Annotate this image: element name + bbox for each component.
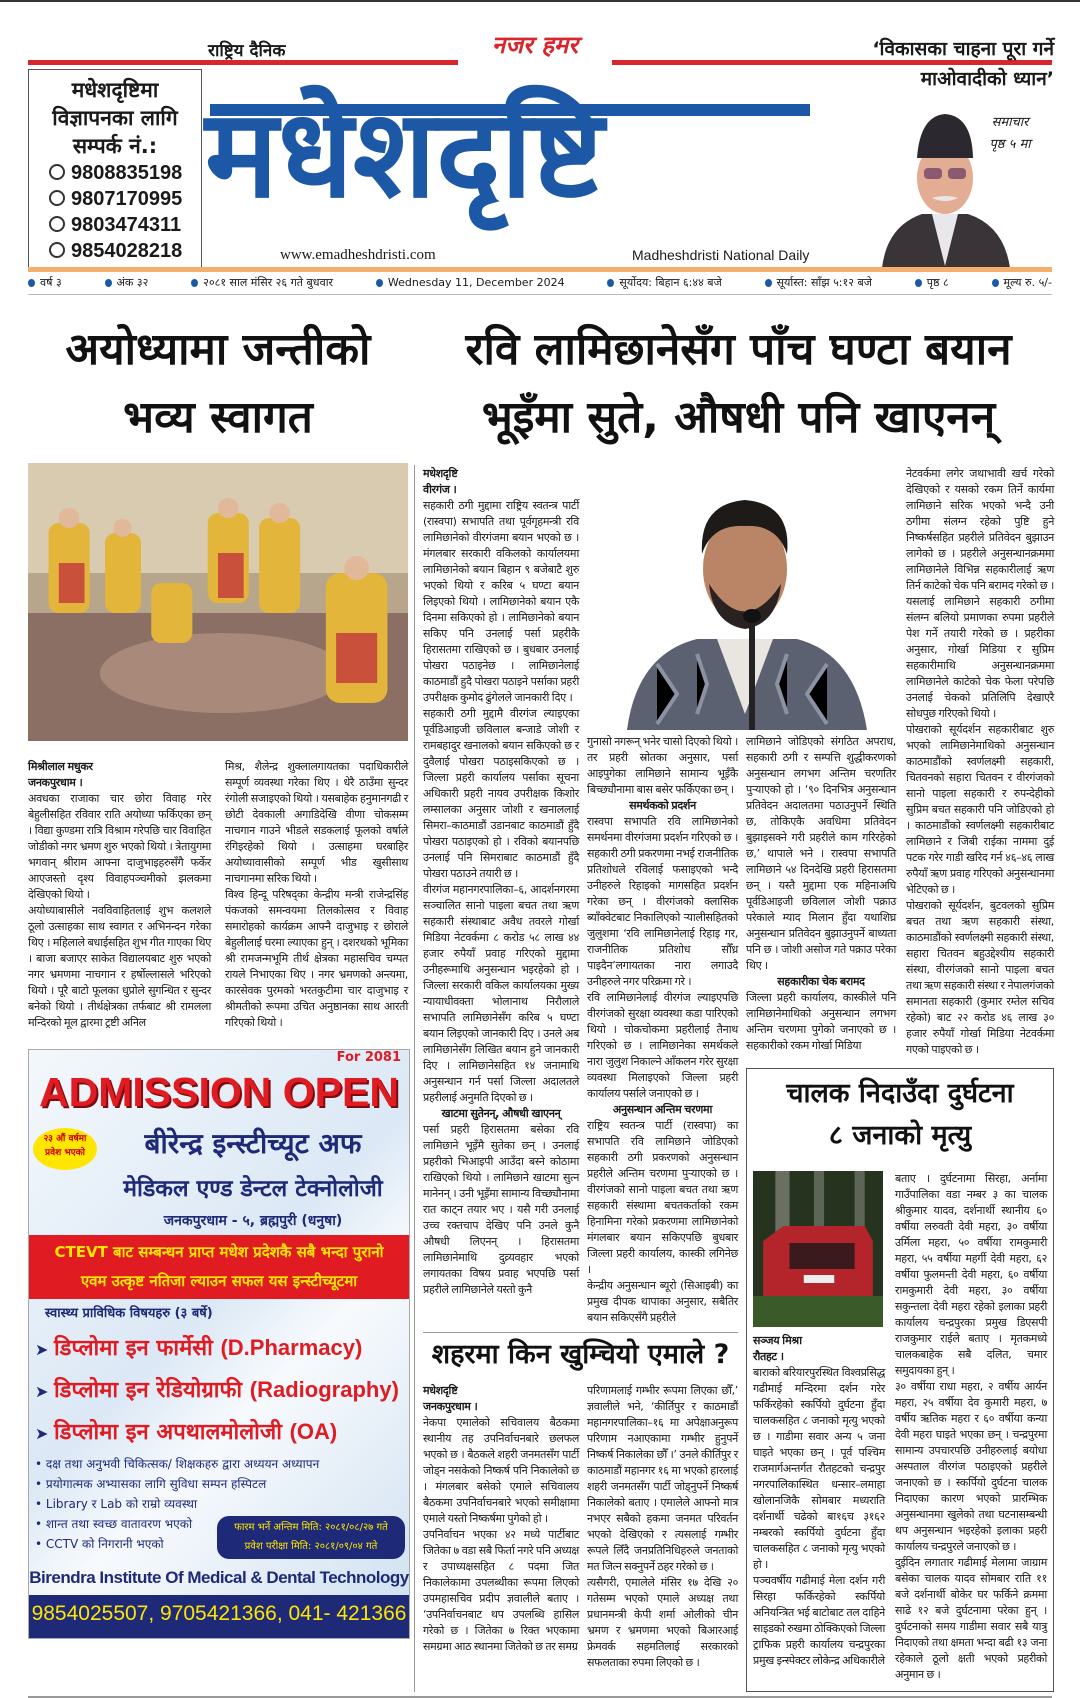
ad-year-tag: For 2081: [336, 1050, 401, 1065]
ad-feature-item: • शान्त तथा स्वच्छ वातावरण भएको: [35, 1517, 193, 1531]
article-paragraph: त्यसैगरी, एमालेले मंसिर १७ देखि २० गतेसम्म भएको एमाले अध्यक्ष तथा प्रधानमन्त्री केपी शर्मा ओलीको चीन भ्रमण र भ्रमणमा भएको बिआरआई फ्रेमवर्क सहमतिलाई सरकारको सफलताका रुपमा लिएको छ ।: [587, 1576, 738, 1669]
column-rule: [414, 465, 415, 1692]
masthead-orange-bar: [28, 267, 1052, 272]
contact-line: विज्ञापनका लागि: [52, 106, 178, 130]
rabi-lamichhane-photo: [586, 464, 904, 730]
article-byline: मधेशदृष्टि: [423, 1384, 458, 1397]
ad-institute-name-en: Birendra Institute Of Medical & Dental Technology: [29, 1568, 409, 1587]
right-area-body: [423, 464, 1054, 1692]
contact-line: मधेशदृष्टिमा: [71, 78, 159, 102]
band-line: CTEVT बाट सम्बन्धन प्राप्त मधेश प्रदेशकै सबै भन्दा पुरानो: [54, 1243, 384, 1261]
article-paragraph: सहकारी ठगी मुद्दामा राष्ट्रिय स्वतन्त्र पार्टी (रास्वपा) सभापति तथा पूर्वगृहमन्त्री रवि लामिछानेको वीरगंजमा बयान भएको छ । मंगलबार सरकारी वकिलको कार्यालयमा लामिछानेको बयान बिहान ९ बजेबाटै शुरु भएको थियो र करिब ५ घण्टा बयान लिइएको थियो । लामिछानेको बयान एकै दिनमा सकिएको हो । लामिछानेको बयान सकिए पनि उनलाई पर्सा प्रहरीकै हिरासतमा राखिएको छ । बुधबार उनलाई पोखरा पठाइनेछ । लामिछानेलाई काठमाडौं हुदै पोखरा पठाइने पर्साका प्रहरी उपरीक्षक कुमोद ढुंगेलले जानकारी दिए ।: [423, 499, 579, 704]
arrow-icon: ➤: [35, 1340, 54, 1359]
ad-course-item: [35, 1370, 399, 1412]
article-subheading: सहकारीका चेक बरामद: [777, 975, 865, 988]
article-paragraph: ३० वर्षीया राधा महरा, २ वर्षीय आर्यन महरा, २५ वर्षीया देव कुमारी महरा, ७ वर्षीय ऋतिक महरा र ६० वर्षीया कन्या देवी महरा घाइते भएका छन् । चन्द्रपुरमा सामान्य उपचारपछि उनीहरुलाई बयोधा अस्पताल वीरगंज पठाइएको प्रहरीले जनाएको छ । स्कर्पियो दुर्घटना चालक निदाएका कारण भएको प्रारम्भिक अनुसन्धानमा खुलेको तथा घटनासम्बन्धी थप अनुसन्धान भइरहेको इलाका प्रहरी कार्यालय चन्द्रपुरले जनाएको छ ।: [895, 1380, 1047, 1553]
article-subheading: अनुसन्धान अन्तिम चरणमा: [612, 1103, 713, 1116]
article-paragraph: परिणामलाई गम्भीर रूपमा लिएका छौँ,’ ज्ञवालीले भने, ‘कीर्तिपुर र काठमाडौं महानगरपालिका–१६ मा अपेक्षाअनुरूप परिणाम नआएकामा गम्भीर हुनुपर्ने निष्कर्ष निकालेका छौँ ।’ उनले कीर्तिपुर र काठमाडौं महानगर १६ मा भएको हारलाई शहरी जनमतसँग पार्टी जोड्नुपर्ने निष्कर्ष निकालेको बताए । एमालेले आफ्नो मात्र नभएर सबैको हकमा जनमत परिवर्तन भएको देखिएको र त्यसलाई गम्भीर रूपले लिँदै जनप्रतिनिधिहरुले जनताको मत जित्न सक्नुपर्ने ठहर गरेको छ ।: [587, 1384, 738, 1573]
article-paragraph: रास्वपा सभापति रवि लामिछानेको समर्थनमा वीरगंजमा प्रदर्शन गरिएको छ । सहकारी ठगी प्रकरणमा नभई राजनीतिक प्रतिशोधले रविलाई फसाइएको भन्दै उनीहरुले रिहाइको मागसहित प्रदर्शन गरेका छन् । वीरगंजको क्लासिक ब्याँक्वेटबाट निकालिएको र्‍यालीसहितको जुलुशमा ‘रवि लामिछानेलाई रिहाइ गर, राजनीतिक प्रतिशोध सौँध्र पाइदैन’लगायतका नारा लगाउदै उनीहरुले नगर परिक्रमा गरे ।: [587, 815, 738, 988]
ad-feature-item: • प्रयोगात्मक अभ्यासका लागि सुविधा सम्पन हस्पिटल: [35, 1477, 267, 1491]
course-code: (D.Pharmacy): [220, 1335, 363, 1360]
headline-ayodhya[interactable]: [28, 316, 408, 452]
page-count: पृष्ठ ८: [915, 274, 949, 292]
contact-phone: [29, 160, 201, 186]
headline-uml[interactable]: शहरमा किन खुम्चियो एमाले ?: [431, 1339, 730, 1370]
article-paragraph: जिल्ला प्रहरी कार्यालय, कास्कीले पनि लामिछानेमाथिको अनुसन्धान लगभग अन्तिम चरणमा पुगेको जनाएको छ । सहकारीको रकम गोर्खा मिडिया: [746, 991, 896, 1052]
ad-anniversary-badge: [33, 1128, 97, 1170]
headline-line: रवि लामिछानेसँग पाँच घण्टा बयान: [465, 324, 1012, 375]
course-name: डिप्लोमा इन रेडियोग्राफी: [53, 1378, 250, 1403]
article-byline: वीरगंज ।: [423, 483, 457, 496]
article-paragraph: मिश्र, शैलेन्द्र शुक्लालगायतका पदाधिकारीले सम्पूर्ण व्यवस्था गरेका थिए । धेरै ठाउँमा सुन्दर रंगोली सजाइएको थियो । यसबाहेक हनुमानगढी र छोटी देवकाली अगाडिदेखि वीणा चोकसम्म नाचगान गाउने भीडले सडकलाई फूलको वर्षाले रंगिइरहेको थियो । उत्साहमा घरबाहिर अयोध्यावासीको सम्पूर्ण भीड खुसीसाथ नाचगानमा सरिक थियो ।: [225, 760, 408, 885]
article-byline: सञ्जय मिश्रा: [753, 1334, 802, 1347]
teaser-ref-page: पृष्ठ ५ मा: [989, 137, 1031, 152]
ad-title: ADMISSION OPEN: [39, 1069, 399, 1115]
ayodhya-photo: [28, 463, 408, 741]
front-page-body: [28, 308, 1054, 1692]
phone-icon: [49, 190, 65, 206]
issue-date-bs: २०८१ साल मंसिर २६ गते बुधवार: [191, 274, 333, 292]
ad-red-band: [29, 1235, 409, 1299]
ad-feature-item: • CCTV को निगरानी भएको: [35, 1537, 164, 1551]
uml-article: [423, 1383, 738, 1671]
badge-line: २३ औं वर्षमा: [43, 1134, 87, 1144]
sunset: सूर्यास्त: साँझ ५:१२ बजे: [765, 274, 872, 292]
article-paragraph: पोखराको सूर्यदर्शन सहकारीबाट शुरु भएको लामिछानेमाथिको अनुसन्धान काठमाडौंको स्वर्णलक्ष्मी सहकारी, चितवनको सहारा चितवन र वीरगंजको सानो पाइला सहकारी र रुपन्देहीको सुप्रिम बचत सहकारी पनि जोडिएको हो । काठमाडौंको स्वर्णलक्ष्मी सहकारीबाट लामिछाने र जिबी राईका नाममा दुई पटक गरेर गाडी खरिद गर्न ४६–४६ लाख रुपैयाँ ऋण प्रवाह गरिएको अनुसन्धानमा भेटिएको छ ।: [906, 723, 1054, 896]
teaser-quote[interactable]: [812, 34, 1054, 94]
article-paragraph: पोखराको सूर्यदर्शन, बुटवलको सुप्रिम बचत तथा ऋण सहकारी संस्था, काठमाडौंको स्वर्णलक्ष्मी सहकारी संस्था, सहारा चितवन बहुउद्देश्यीय सहकारी संस्था, वीरगंजको सानो पाइला बचत तथा ऋण सहकारी संस्था र नेपालगंजको समानता सहकारी (कुमार रम्तेल सचिव रहेको) बाट २२ करोड ४६ लाख ३० हजार रुपैयाँ गोर्खा मिडिया नेटवर्कमा गएको पाइएको छ ।: [906, 899, 1054, 1056]
phone-number: 9854028218: [71, 240, 183, 262]
accident-left-column: [753, 1171, 885, 1683]
rabi-article-col1: [423, 464, 579, 1326]
article-paragraph: बताए । दुर्घटनामा सिरहा, अर्नामा गाउँपालिका वडा नम्बर ३ का चालक श्रीकुमार यादव, दर्शनार्थी स्थानीय ६० वर्षीया लरुवती देवी महरा, ३० वर्षीया उर्मिला महरा, ५० वर्षीया रामकुमारी महरा, ५५ वर्षीया महर्गी देवी महरा, ६२ वर्षीया फुलमन्ती देवी महरा, ६० वर्षीया रामकुमारी देवी महरा, ३० वर्षीया सकुन्तला देवी महरा रहेको इलाका प्रहरी कार्यालय चन्द्रपुरका प्रमुख डिएसपी राजकुमार राईले बताए । मृतकमध्ये चालकबाहेक सबै दलित, चमार समुदायका हुन् ।: [895, 1172, 1047, 1377]
ad-feature-item: • Library र Lab को राम्रो व्यवस्था: [35, 1497, 198, 1511]
ad-course-item: [35, 1412, 337, 1454]
masthead-slogan: नजर हमर: [491, 31, 579, 59]
article-paragraph: बाराको बरियारपुरस्थित विश्वप्रसिद्ध गढीमाई मन्दिरमा दर्शन गरेर फर्किरहेको स्कर्पियो दुर्घटना हुँदा चालकसहित ८ जनाको मृत्यु भएको छ । गाडीमा सवार अन्य ५ जना घाइते भएका छन् । पूर्व पश्चिम राजमार्गअन्तर्गत रौतहटको चन्द्रपुर नगरपालिकास्थित धन्सार–लमाहा खोलानजिकै सोमबार मध्यराति दर्शनार्थी चढेको बा१६च ३१६२ नम्बरको स्कर्पियो दुर्घटना हुँदा चालकसहित ८ जनाको मृत्यु भएको हो ।: [753, 1366, 885, 1571]
article-paragraph: अयोध्याबासीले नवविवाहितलाई शुभ कलशले ठूलो उत्साहका साथ स्वागत र अभिनन्दन गरेका थिए । महिलाले बधाईसहित शुभ गीत गाएका थिए । बाजा बजाएर साकेत विद्यालयबाट शुरु भएको नगर भ्रमणमा नाचगान र हर्षोल्लासले भरिएको थियो । पूरै बाटो फूलका धुप्रोले सुगन्धित र सुन्दर बनेको थियो । तीर्थक्षेत्रका तर्फबाट श्री रामलला मन्दिरको मूल द्वारमा ट्रष्टी अनिल: [28, 904, 211, 1029]
article-paragraph: दुईदिन लगातार गढीमाई मेलामा जाग्राम बसेका चालक यादव सोमबार राति ११ बजे दर्शनार्थी बोकेर घर फर्किने क्रममा साढे १२ बजे दुर्घटनामा परेका हुन् । दुर्घटनाको समय गाडीमा सवार सबै यात्रु निदाएको तथा क्षमता भन्दा बढी १३ जना रहेकाले ठूलो क्षती भएको प्रहरीको अनुमान छ ।: [895, 1556, 1047, 1681]
headline-line: भूइँमा सुते, औषधी पनि खाएनन्: [481, 392, 996, 443]
accident-article-col1: [753, 1333, 885, 1669]
article-paragraph: गुनासो नगरून् भनेर चासो दिएको थियो । तर प्रहरी स्रोतका अनुसार, पर्सा आइपुगेका लामिछाने सामान्य भूइँकै बिच्छ्यौनामा बास बसेर फर्किएका छन् ।: [587, 735, 738, 796]
article-paragraph: राष्ट्रिय स्वतन्त्र पार्टी (रास्वपा) का सभापति रवि लामिछाने जोडिएको सहकारी ठगी प्रकरणको अनुसन्धान प्रहरीले अन्तिम चरणमा पुर्‍याएको छ । वीरगंजको सानो पाइला बचत तथा ऋण सहकारी संस्थामा बचतकर्ताको रकम हिनामिना गरेको प्रकरणमा लामिछानेको मंगलबार बयान सकिएपछि बुधबार जिल्ला प्रहरी कार्यालय, कास्की लगिनेछ ।: [587, 1119, 738, 1276]
teaser-quote-line: माओवादीको ध्यान’: [920, 68, 1054, 90]
contact-line: सम्पर्क नं.:: [72, 134, 158, 158]
ad-deadlines: [217, 1516, 405, 1559]
phone-number: 9807170995: [71, 188, 183, 210]
phone-icon: [49, 242, 65, 258]
accident-article: [753, 1171, 1047, 1683]
headline-accident[interactable]: [753, 1073, 1047, 1157]
accident-story-box: [746, 1068, 1054, 1692]
deadline-exam: प्रवेश परीक्षा मिति: २०८१/०९/०४ गते: [244, 1541, 378, 1552]
article-paragraph: केन्द्रीय अनुसन्धान ब्यूरो (सिआइबी) का प्रमुख दीपक थापाका अनुसार, सबैतिर बयान सकिएसँगै प्रहरीले: [587, 1279, 738, 1324]
article-paragraph: पञ्चवर्षीय गढीमाई मेला दर्शन गरी सिरहा फर्किरहेको स्कर्पियो अनियन्त्रित भई बाटोबाट तल दाहिने साइडको रुखमा ठोक्किएको जिल्ला ट्राफिक प्रहरी कार्यालय चन्द्रपुरका प्रमुख इन्स्पेक्टर लोकेन्द्र अधिकारीले: [753, 1574, 885, 1667]
ayodhya-article-col1: [28, 759, 211, 1031]
deadline-form: फारम भर्ने अन्तिम मिति: २०८१/०८/२७ गते: [234, 1522, 388, 1533]
phone-icon: [49, 164, 65, 180]
ad-address: जनकपुरधाम - ५, ब्रह्मपुरी (धनुषा): [163, 1213, 343, 1229]
ad-course-item: [35, 1328, 362, 1370]
ad-feature-item: • दक्ष तथा अनुभवी चिकित्सक/ शिक्षकहरु द्वारा अध्ययन अध्यापन: [35, 1457, 320, 1471]
article-paragraph: वीरगंज महानगरपालिका–६, आदर्शनगरमा सञ्चालित सानो पाइला बचत तथा ऋण सहकारी संस्थाबाट अवैध तवरले गोर्खा मिडिया नेटवर्कमा ८ करोड ५८ लाख ४४ हजार रुपैयाँ प्रवाह गरिएको मुद्दामा उनीहरूमाथि अनुसन्धान भइरहेको हो । जिल्ला सरकारी वकिल कार्यालयका मुख्य न्यायाधीवक्ता भोलानाथ निरौलाले सभापति लामिछानेसँग करिब ५ घण्टा बयान लिइएको जानकारी दिए । उनले अब लामिछानेसँग लिखित बयान हुने जानकारी दिए । लामिछानेसहित १४ जनामाथि अनुसन्धान गर्न पर्सा जिल्ला अदालतले प्रहरीलाई अनुमति दिएको छ ।: [423, 883, 579, 1104]
arrow-icon: ➤: [35, 1382, 54, 1401]
phone-number: 9808835198: [71, 162, 183, 184]
sunrise: सूर्योदय: बिहान ६:४४ बजे: [607, 274, 721, 292]
issue-volume: वर्ष ३: [28, 274, 62, 292]
ad-phone-numbers: 9854025507, 9705421366, 041- 421366: [29, 1595, 409, 1638]
admission-advertisement[interactable]: [28, 1049, 410, 1639]
article-paragraph: रवि लामिछानेलाई वीरगंज ल्याइएपछि वीरगंजको सुरक्षा व्यवस्था कडा पारिएको थियो । चोकचोकमा प्रहरीलाई तैनाथ गरिएको छ । लामिछानेका समर्थकले नारा जुलुश निकाल्ने आँकलन गरेर सुरक्षा व्यवस्था मिलाइएको जिल्ला प्रहरी कार्यालय पर्साले जनाएको छ ।: [587, 991, 738, 1100]
article-paragraph: अवधका राजाका चार छोरा विवाह गरेर बेहुलीसहित रविवार राति अयोध्या फर्किएका छन् । विद्या कुण्डमा रात्रि विश्राम गरेपछि चार विवाहित जोडीको नगर भ्रमण शुरु भएको थियो । त्रेतायुगमा भगवान् श्रीराम आफ्ना दाजुभाइहरुसँगै फर्केर आएजस्तो दृश्य विवाहपञ्चमीको झलकमा देखिएको थियो ।: [28, 792, 211, 901]
badge-line: प्रवेश भएको: [45, 1148, 85, 1158]
phone-icon: [49, 216, 65, 232]
top-border: [0, 0, 1080, 2]
left-column: [28, 308, 408, 1692]
article-byline: रौतहट ।: [753, 1350, 784, 1363]
price: मूल्य रु. ५/-: [992, 274, 1052, 292]
ayodhya-article: [28, 759, 408, 1031]
issue-number: अंक ३२: [105, 274, 149, 292]
uml-article-col2: [587, 1383, 738, 1671]
article-paragraph: सहकारी ठगी मुद्दामै वीरगंज ल्याइएका पूर्वडिआइजी छविलाल बन्जाडे जोशी र रामबहादुर खनालको बयान सकिएको छ र दुवैलाई पोखरा पठाइसकिएको छ । जिल्ला प्रहरी कार्यालय पर्साका सूचना अधिकारी प्रहरी नायव उपरीक्षक किशोर लम्सालका अनुसार जोशी र खनाललाई सिमरा–काठमाडौं उडानबाट काठमाडौं हुँदै पोखरा पठाइएको हो । रविको बयानपछि उनलाई पनि सिमराबाट काठमाडौं हुँदै पोखरा पठाउने तयारी छ ।: [423, 707, 579, 880]
phone-number: 9803474311: [71, 214, 182, 236]
article-paragraph: पर्सा प्रहरी हिरासतमा बसेका रवि लामिछाने भूइँमै सुतेका छन् । उनलाई प्रहरीको भिआइपी आउँदा बस्ने कोठामा राखिएको थियो । लामिछाने खाटमा सुत्न मानेनन् । उनी भूइँमा सामान्य विच्छ्यौनामा रात काट्न तयार भए । यसै गरी उनलाई उच्च रक्तचाप देखिए पनि उनले कुनै औषधी लिएनन् । हिरासतमा लामिछानेमाथि दुव्र्यवहार भएको लगायतका विषय प्रवाह भएपछि पर्सा प्रहरीले लामिछानेले यस्तो कुनै: [423, 1123, 579, 1296]
headline-rabi[interactable]: [423, 316, 1054, 452]
arrow-icon: ➤: [35, 1424, 54, 1443]
headline-line: चालक निदाउँदा दुर्घटना: [786, 1078, 1014, 1109]
article-paragraph: विश्व हिन्दू परिषद्का केन्द्रीय मन्त्री राजेन्द्रसिंह पंकजको समन्वयमा तिलकोत्सव र विवाह समारोहको कार्यक्रम आफ्नै दाजुभाइ र छोराले बेहुलीलाई घरमा ल्याएका हुन् । दशरथको भूमिका श्री रामजन्मभूमि तीर्थ क्षेत्रका महासचिव चम्पत रायले निभाएका थिए । नगर भ्रमणको अन्त्यमा, कारसेवक पुरमको भरतकुटीमा चार दाजुभाइ र श्रीमतीको रूपमा उचित अनुष्ठानका साथ आरती गरिएको थियो ।: [225, 888, 408, 1029]
article-paragraph: नेकपा एमालेको सचिवालय बैठकमा स्थानीय तह उपनिर्वाचनबारे छलफल भएको छ । बैठकले शहरी जनमतसँग पार्टी जोड्न नसकेको निष्कर्ष पनि निकालेको छ । मंगलबार बसेको एमाले सचिवालय बैठकमा उपनिर्वाचनबारे भएको समीक्षामा एमाले यस्तो निष्कर्षमा पुगेको हो ।: [423, 1416, 579, 1525]
issue-info-bar: [28, 274, 1052, 292]
teaser-quote-line: ‘विकासका चाहना पूरा गर्ने: [872, 38, 1054, 60]
right-area: [423, 308, 1054, 1692]
article-paragraph: नेटवर्कमा लगेर जथाभावी खर्च गरेको देखिएको र यसको रकम तिर्ने कार्यमा लामिछाने सरिक भएको भन्दै उनी ठगीमा संलग्न रहेको पुष्टि हुने निष्कर्षसहित प्रहरीले प्रतिवेदन बुझाउन लागेको छ । प्रहरीले अनुसन्धानक्रममा लामिछानेले विभिन्न सहकारीलाई ऋण तिर्न काटेको चेक पनि बरामद गरेको छ । यसलाई लामिछाने सहकारी ठगीमा संलग्न बलियो प्रमाणका रुपमा प्रहरीले पेश गर्ने तयारी गरेको छ । प्रहरीका अनुसार, गोर्खा मिडिया र सुप्रिम सहकारीमाथि अनुसन्धानक्रममा लामिछानेले काटेको चेक फेला परेपछि उनलाई चेकको प्रतिलिपि देखाएरै सोधपुछ गरिएको थियो ।: [906, 467, 1054, 720]
contact-phone: [29, 186, 201, 212]
ad-subjects-heading: स्वास्थ्य प्राविधिक विषयहरु (३ बर्षे): [45, 1306, 213, 1321]
headline-line: भव्य स्वागत: [123, 392, 313, 443]
masthead-english-name: Madheshdristi National Daily: [632, 247, 810, 263]
masthead-logo-title: मधेशदृष्टि: [205, 83, 604, 225]
ad-institute-subtitle: मेडिकल एण्ड डेन्टल टेक्नोलोजी: [123, 1176, 383, 1202]
uml-article-col1: [423, 1383, 579, 1671]
accident-article-col2: [895, 1171, 1047, 1683]
article-subheading: समर्थकको प्रदर्शन: [629, 799, 696, 812]
ayodhya-article-col2: [225, 759, 408, 1031]
band-line: एवम उत्कृष्ट नतिजा ल्याउन सफल यस इन्स्टीच्यूटमा: [80, 1272, 358, 1290]
headline-line: ८ जनाको मृत्यु: [828, 1120, 972, 1151]
masthead-tagline: राष्ट्रिय दैनिक: [208, 41, 286, 61]
headline-line: अयोध्यामा जन्तीको: [65, 324, 371, 375]
article-byline: जनकपुरधाम ।: [423, 1400, 478, 1413]
issue-date-ad: Wednesday 11, December 2024: [376, 274, 565, 292]
article-paragraph: लामिछाने जोडिएको संगठित अपराध, सहकारी ठगी र सम्पत्ति शुद्धीकरणको अनुसन्धान लगभग अन्तिम चरणतिर पुर्‍याएको हो । ‘९० दिनभित्र अनुसन्धान प्रतिवेदन अदालतमा पठाउनुपर्ने स्थिति छ, तोकिएकै अवधिमा प्रतिवेदन बुझाइसक्ने गरी प्रहरीले काम गरिरहेको छ,’ थापाले भने । रास्वपा सभापति लामिछाने ५४ दिनदेखि प्रहरी हिरासतमा छन् । यस्तै मुद्दामा एक महिनाअघि पूर्वडिआइजी छविलाल जोशी पक्राउ परेकाले म्याद मिलान हुँदा यथाशिघ्र अनुसन्धान प्रतिवेदन बुझाउनुपर्ने बाध्यता पनि छ । जोशी असोज गते पक्राउ परेका थिए ।: [746, 735, 896, 972]
article-byline: जनकपुरधाम ।: [28, 776, 83, 789]
advertise-contact-box: [28, 69, 202, 268]
article-subheading: खाटमा सुतेनन्, औषधी खाएनन्: [441, 1107, 561, 1120]
article-paragraph: उपनिर्वाचन भएका ४२ मध्ये पार्टीबाट जितेका ७ वडा सबै फिर्ता नगरे पनि अध्यक्ष र उपाध्यक्षसहित ८ पदमा जित निकालेकामा उपलब्धीका रूपमा लिएको उपमहासचिव प्रदीप ज्ञवालीले बताए । ‘उपनिर्वाचनबाट थप उपलब्धि हासिल गरेको छ । जितेका ७ रिक्त भएकामा समग्रमा आठ स्थानमा जितेको छ तर समग्र: [423, 1528, 579, 1653]
divider: [28, 294, 1052, 295]
article-byline: मिश्रीलाल मधुकर: [28, 760, 93, 773]
accident-photo: [753, 1171, 883, 1327]
course-name: डिप्लोमा इन अपथालमोलोजी: [53, 1420, 290, 1445]
course-code: (Radiography): [249, 1377, 399, 1402]
contact-phone: [29, 212, 201, 238]
ad-institute-name-np: बीरेन्द्र इन्स्टीच्यूट अफ: [144, 1127, 362, 1160]
teaser-ref-label: समाचार: [991, 115, 1029, 130]
contact-phone: [29, 238, 201, 264]
website-url[interactable]: www.emadheshdristi.com: [280, 247, 436, 263]
course-code: (OA): [289, 1419, 338, 1444]
rabi-article-col4: [906, 464, 1054, 1058]
teaser-page-ref[interactable]: [975, 112, 1045, 156]
article-byline: मधेशदृष्टि: [423, 467, 458, 480]
course-name: डिप्लोमा इन फार्मेसी: [53, 1336, 221, 1361]
